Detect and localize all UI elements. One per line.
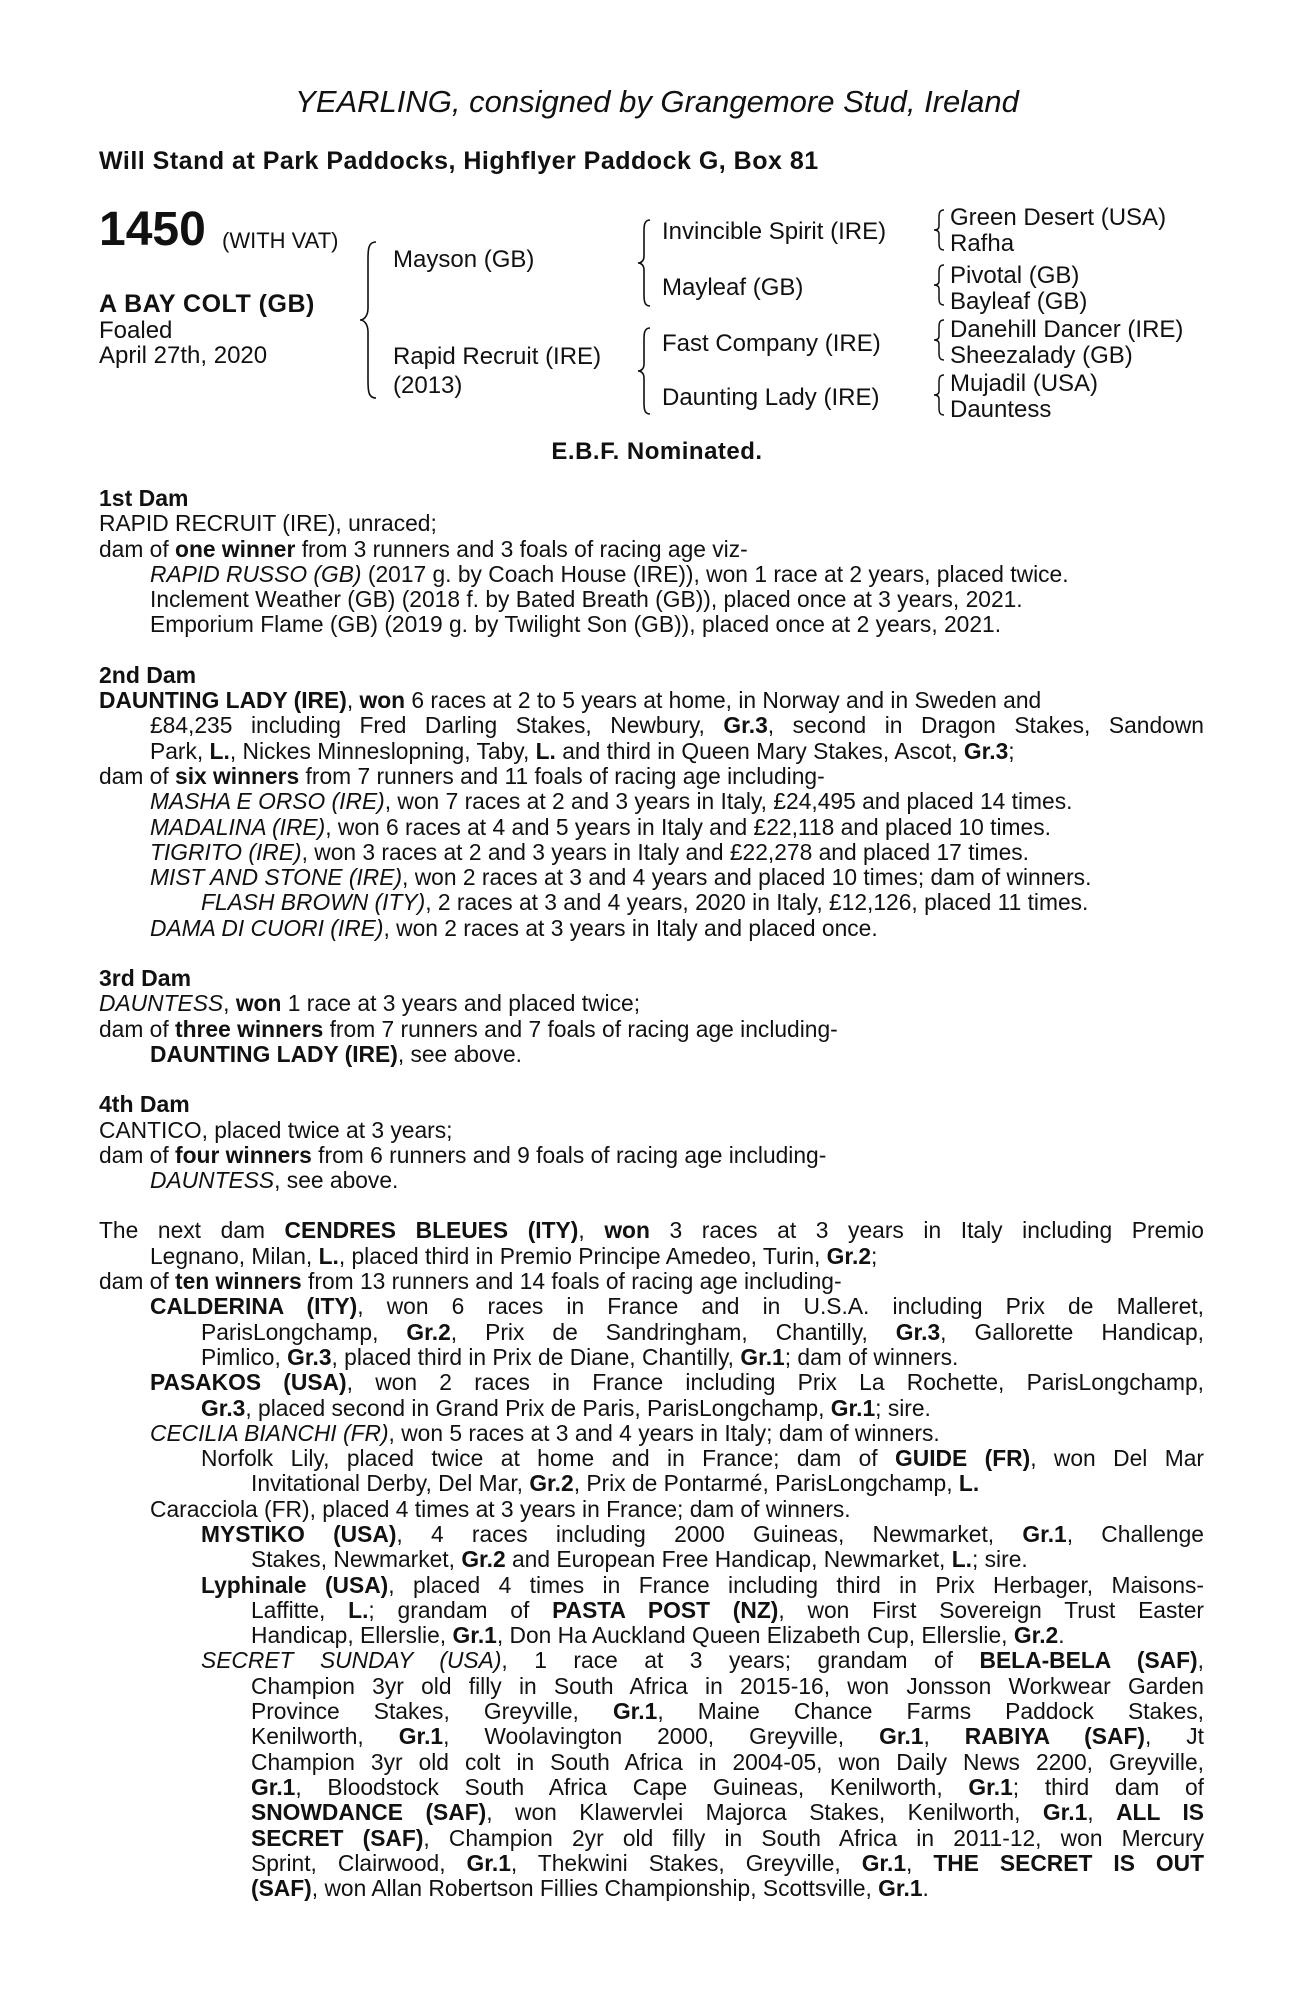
next-dam-summary: dam of ten winners from 13 runners and 14 foals of racing age including-	[99, 1268, 842, 1295]
produce-entry: SECRET SUNDAY (USA), 1 race at 3 years; grandam of BELA-BELA (SAF),	[201, 1647, 1204, 1674]
third-dam-section	[99, 966, 1204, 1067]
first-dam-heading: 1st Dam	[99, 485, 189, 511]
produce-entry: DAMA DI CUORI (IRE), won 2 races at 3 years in Italy and placed once.	[150, 914, 878, 941]
produce-entry: Sprint, Clairwood, Gr.1, Thekwini Stakes, Greyville, Gr.1, THE SECRET IS OUT	[251, 1849, 1204, 1876]
pedigree-sss: Green Desert (USA)	[950, 204, 1167, 231]
pedigree-sds: Pivotal (GB)	[950, 262, 1080, 289]
pedigree-dam-sire: Fast Company (IRE)	[662, 330, 881, 357]
produce-entry: Province Stakes, Greyville, Gr.1, Maine Chance Farms Paddock Stakes,	[251, 1698, 1204, 1725]
pedigree-sire-sire: Invincible Spirit (IRE)	[662, 218, 887, 245]
produce-entry: FLASH BROWN (ITY), 2 races at 3 and 4 years, 2020 in Italy, £12,126, placed 11 times.	[201, 889, 1089, 916]
third-dam-heading: 3rd Dam	[99, 965, 192, 992]
produce-entry: Handicap, Ellerslie, Gr.1, Don Ha Auckland Queen Elizabeth Cup, Ellerslie, Gr.2.	[251, 1622, 1065, 1649]
produce-entry: SECRET (SAF), Champion 2yr old filly in South Africa in 2011-12, won Mercury	[251, 1824, 1204, 1851]
produce-entry: Norfolk Lily, placed twice at home and in France; dam of GUIDE (FR), won Del Mar	[201, 1445, 1204, 1472]
produce-entry: Kenilworth, Gr.1, Woolavington 2000, Greyville, Gr.1, RABIYA (SAF), Jt	[251, 1723, 1205, 1750]
horse-description: A BAY COLT (GB)	[99, 290, 315, 318]
produce-entry: ParisLongchamp, Gr.2, Prix de Sandringham, Chantilly, Gr.3, Gallorette Handicap,	[201, 1318, 1204, 1345]
pedigree-ddd: Dauntess	[950, 396, 1052, 423]
fourth-dam-heading: 4th Dam	[99, 1091, 190, 1118]
produce-entry: MADALINA (IRE), won 6 races at 4 and 5 years in Italy and £22,118 and placed 10 times.	[150, 813, 1051, 840]
pedigree-dss: Danehill Dancer (IRE)	[950, 316, 1184, 343]
pedigree-brace-main	[358, 240, 378, 400]
produce-entry: SNOWDANCE (SAF), won Klawervlei Majorca Stakes, Kenilworth, Gr.1, ALL IS	[251, 1799, 1204, 1826]
pedigree-brace-sd	[932, 263, 946, 307]
next-dam-section	[99, 1218, 1204, 1901]
produce-entry: TIGRITO (IRE), won 3 races at 2 and 3 years in Italy and £22,278 and placed 17 times.	[150, 838, 1029, 865]
pedigree-brace-ds	[932, 318, 946, 362]
next-dam-line: The next dam CENDRES BLEUES (ITY), won 3 races at 3 years in Italy including Premio	[99, 1217, 1204, 1244]
second-dam-section	[99, 663, 1204, 941]
second-dam-summary: dam of six winners from 7 runners and 11 foals of racing age including-	[99, 762, 825, 789]
produce-entry: MIST AND STONE (IRE), won 2 races at 3 and 4 years and placed 10 times; dam of winners.	[150, 864, 1092, 891]
third-dam-line: DAUNTESS, won 1 race at 3 years and placed twice;	[99, 990, 641, 1017]
pedigree-sire-dam: Mayleaf (GB)	[662, 274, 804, 301]
foaled-date: April 27th, 2020	[99, 342, 268, 369]
produce-entry: MYSTIKO (USA), 4 races including 2000 Guineas, Newmarket, Gr.1, Challenge	[201, 1520, 1204, 1547]
pedigree-brace-dd	[932, 373, 946, 417]
pedigree-sire: Mayson (GB)	[393, 246, 535, 273]
produce-entry: RAPID RUSSO (GB) (2017 g. by Coach House (IRE)), won 1 race at 2 years, placed twice.	[150, 560, 1069, 587]
fourth-dam-line: CANTICO, placed twice at 3 years;	[99, 1116, 453, 1143]
pedigree-dam-dam: Daunting Lady (IRE)	[662, 384, 880, 411]
pedigree-dsd: Sheezalady (GB)	[950, 342, 1133, 369]
first-dam-section	[99, 486, 1204, 638]
produce-entry: Laffitte, L.; grandam of PASTA POST (NZ), won First Sovereign Trust Easter	[251, 1596, 1204, 1623]
second-dam-line: Park, L., Nickes Minneslopning, Taby, L. and third in Queen Mary Stakes, Ascot, Gr.3;	[150, 737, 1015, 764]
lot-number: 1450	[99, 203, 206, 256]
produce-entry: CECILIA BIANCHI (FR), won 5 races at 3 and 4 years in Italy; dam of winners.	[150, 1419, 940, 1446]
second-dam-heading: 2nd Dam	[99, 661, 197, 688]
first-dam-summary: dam of one winner from 3 runners and 3 foals of racing age viz-	[99, 535, 748, 562]
produce-entry: Pimlico, Gr.3, placed third in Prix de Diane, Chantilly, Gr.1; dam of winners.	[201, 1343, 959, 1370]
pedigree-brace-ss	[932, 208, 946, 252]
produce-entry: Lyphinale (USA), placed 4 times in France including third in Prix Herbager, Maisons-	[201, 1571, 1204, 1598]
produce-entry: PASAKOS (USA), won 2 races in France including Prix La Rochette, ParisLongchamp,	[150, 1369, 1205, 1396]
produce-entry: Emporium Flame (GB) (2019 g. by Twilight Son (GB)), placed once at 2 years, 2021.	[150, 611, 1002, 638]
foaled-label: Foaled	[99, 317, 173, 344]
pedigree-ssd: Rafha	[950, 230, 1015, 257]
produce-record	[99, 486, 1204, 1901]
fourth-dam-summary: dam of four winners from 6 runners and 9 foals of racing age including-	[99, 1141, 827, 1168]
pedigree-brace-sire	[636, 218, 652, 308]
produce-entry: Gr.1, Bloodstock South Africa Cape Guineas, Kenilworth, Gr.1; third dam of	[251, 1773, 1204, 1800]
fourth-dam-section	[99, 1092, 1204, 1193]
produce-entry: DAUNTING LADY (IRE), see above.	[150, 1040, 523, 1067]
vat-note: (WITH VAT)	[222, 228, 339, 253]
second-dam-line: DAUNTING LADY (IRE), won 6 races at 2 to 5 years at home, in Norway and in Sweden and	[99, 687, 1042, 714]
produce-entry: Champion 3yr old filly in South Africa in 2015-16, won Jonsson Workwear Garden	[251, 1672, 1204, 1699]
produce-entry: Caracciola (FR), placed 4 times at 3 years in France; dam of winners.	[150, 1495, 851, 1522]
produce-entry: Invitational Derby, Del Mar, Gr.2, Prix de Pontarmé, ParisLongchamp, L.	[251, 1470, 980, 1497]
produce-entry: Champion 3yr old colt in South Africa in 2004-05, won Daily News 2200, Greyville,	[251, 1748, 1204, 1775]
produce-entry: Stakes, Newmarket, Gr.2 and European Free Handicap, Newmarket, L.; sire.	[251, 1546, 1028, 1573]
produce-entry: CALDERINA (ITY), won 6 races in France and in U.S.A. including Prix de Malleret,	[150, 1293, 1204, 1320]
produce-entry: MASHA E ORSO (IRE), won 7 races at 2 and 3 years in Italy, £24,495 and placed 14 times.	[150, 788, 1073, 815]
pedigree-dds: Mujadil (USA)	[950, 370, 1099, 397]
third-dam-summary: dam of three winners from 7 runners and 7 foals of racing age including-	[99, 1015, 838, 1042]
second-dam-line: £84,235 including Fred Darling Stakes, Newbury, Gr.3, second in Dragon Stakes, Sandown	[150, 712, 1204, 739]
produce-entry: DAUNTESS, see above.	[150, 1167, 399, 1194]
pedigree-sdd: Bayleaf (GB)	[950, 288, 1088, 315]
foaled-info	[99, 318, 267, 368]
produce-entry: Inclement Weather (GB) (2018 f. by Bated Breath (GB)), placed once at 3 years, 2021.	[150, 586, 1023, 613]
next-dam-line: Legnano, Milan, L., placed third in Premio Principe Amedeo, Turin, Gr.2;	[150, 1242, 878, 1269]
pedigree-dam: Rapid Recruit (IRE)	[393, 343, 602, 370]
produce-entry: (SAF), won Allan Robertson Fillies Championship, Scottsville, Gr.1.	[251, 1875, 929, 1902]
consignor-line: YEARLING, consigned by Grangemore Stud, Ireland	[295, 84, 1019, 119]
pedigree-brace-dam	[636, 326, 652, 416]
stable-location: Will Stand at Park Paddocks, Highflyer Paddock G, Box 81	[99, 147, 819, 175]
produce-entry: Gr.3, placed second in Grand Prix de Paris, ParisLongchamp, Gr.1; sire.	[201, 1394, 931, 1421]
ebf-nominated: E.B.F. Nominated.	[551, 438, 763, 465]
pedigree-dam-year: (2013)	[393, 372, 463, 399]
first-dam-line: RAPID RECRUIT (IRE), unraced;	[99, 510, 437, 537]
